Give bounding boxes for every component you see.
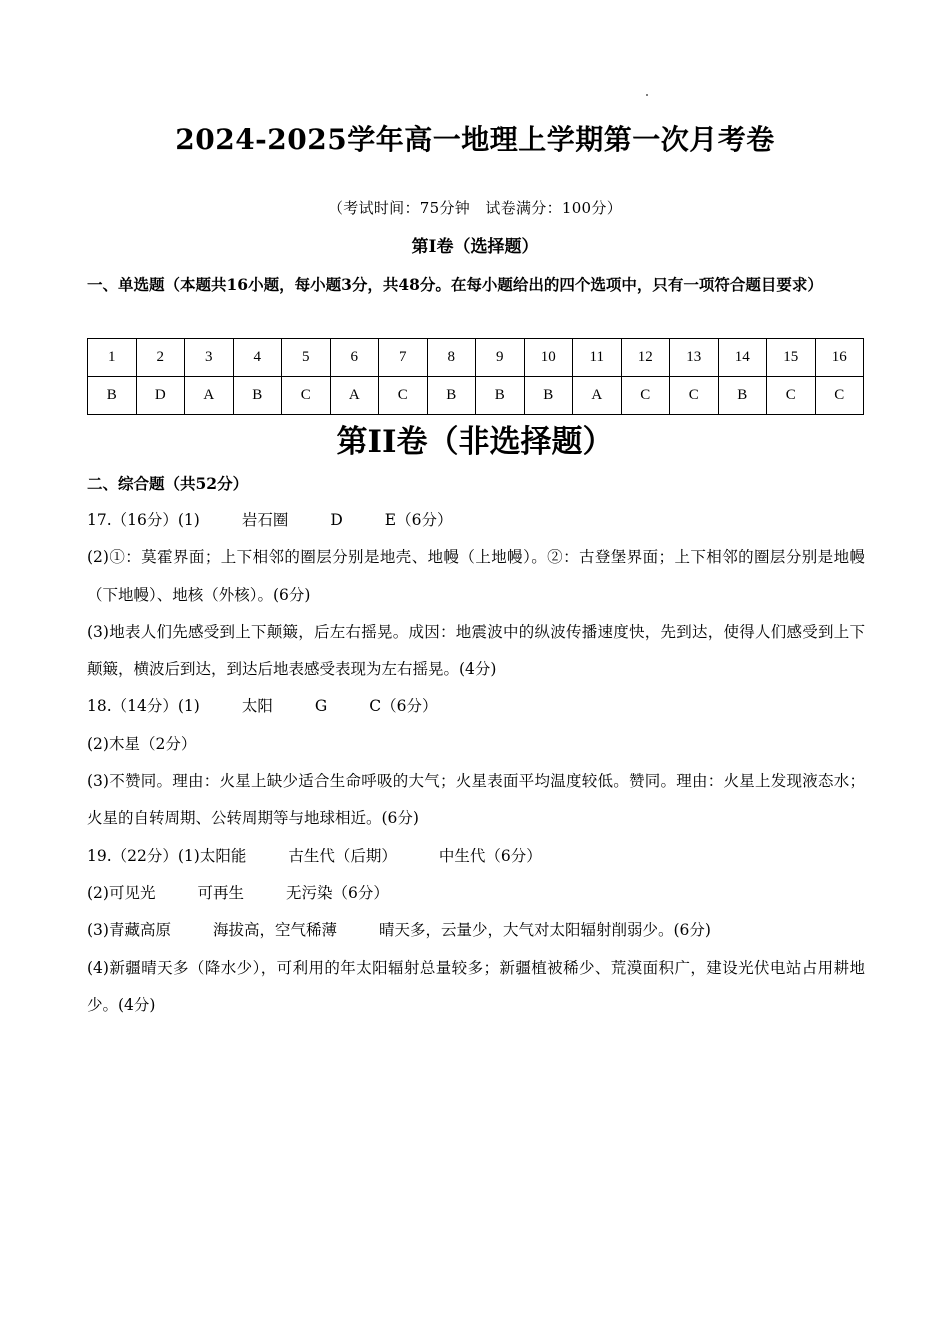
question-number: 1 [88, 339, 137, 377]
q17-answer-c: E（6分） [384, 511, 453, 529]
q17-part1 [87, 502, 865, 539]
question-number: 5 [282, 339, 331, 377]
q19-p2-a: (2)可见光 [87, 883, 156, 902]
answer-cell: B [476, 377, 525, 415]
q19-p3-c: 晴天多，云量少，大气对太阳辐射削弱少。(6分) [378, 921, 711, 940]
q19-p3-a: (3)青藏高原 [87, 921, 171, 940]
answer-cell: C [621, 377, 670, 415]
page-title: 2024-2025学年高一地理上学期第一次月考卷 [175, 123, 775, 156]
answer-cell: A [573, 377, 622, 415]
answer-cell: B [427, 377, 476, 415]
q17-part2: (2)①：莫霍界面；上下相邻的圈层分别是地壳、地幔（上地幔）。②：古登堡界面；上下相邻的圈层分别是地幔（下地幔）、地核（外核）。(6分) [87, 548, 865, 604]
q18-part2: (2)木星（2分） [87, 734, 197, 753]
q19-p2-c: 无污染（6分） [285, 883, 389, 902]
question-number: 6 [330, 339, 379, 377]
question-number: 11 [573, 339, 622, 377]
q19-part2 [87, 875, 865, 912]
q18-answer-c: C（6分） [369, 697, 438, 716]
question-number: 12 [621, 339, 670, 377]
exam-info: （考试时间：75分钟 试卷满分：100分） [327, 199, 623, 217]
answers-body [87, 502, 865, 1024]
q18-part1 [87, 688, 865, 725]
q19-answer-b: 中生代（6分） [438, 846, 542, 865]
question-number: 8 [427, 339, 476, 377]
q17-prefix: 17.（16分）(1) [87, 511, 200, 529]
answer-table-numbers-row [88, 339, 864, 377]
q19-prefix: 19.（22分）(1)太阳能 [87, 846, 247, 865]
answer-cell: B [718, 377, 767, 415]
q19-answer-a: 古生代（后期） [288, 846, 397, 865]
answer-table [87, 338, 864, 415]
section2-heading: 二、综合题（共52分） [87, 474, 249, 493]
question-number: 3 [185, 339, 234, 377]
question-number: 13 [670, 339, 719, 377]
q19-part3 [87, 912, 865, 949]
q17-answer-a: 岩石圈 [241, 511, 289, 529]
answer-cell: C [670, 377, 719, 415]
answer-cell: B [88, 377, 137, 415]
stray-dot [646, 94, 648, 96]
question-number: 10 [524, 339, 573, 377]
answer-cell: C [767, 377, 816, 415]
q19-part4: (4)新疆晴天多（降水少），可利用的年太阳辐射总量较多；新疆植被稀少、荒漠面积广，建设光伏电站占用耕地少。(4分) [87, 958, 865, 1014]
answer-cell: A [185, 377, 234, 415]
q18-answer-b: G [314, 697, 328, 716]
section1-heading: 一、单选题（本题共16小题，每小题3分，共48分。在每小题给出的四个选项中，只有一项符合题目要求） [87, 275, 823, 294]
q19-part1 [87, 838, 865, 875]
question-number: 2 [136, 339, 185, 377]
question-number: 4 [233, 339, 282, 377]
question-number: 16 [815, 339, 864, 377]
q19-p3-b: 海拔高，空气稀薄 [212, 921, 337, 940]
answer-table-answers-row [88, 377, 864, 415]
answer-cell: B [524, 377, 573, 415]
answer-cell: D [136, 377, 185, 415]
question-number: 7 [379, 339, 428, 377]
question-number: 15 [767, 339, 816, 377]
question-number: 9 [476, 339, 525, 377]
q18-part3: (3)不赞同。理由：火星上缺少适合生命呼吸的大气；火星表面平均温度较低。赞同。理由：火星上发现液态水；火星的自转周期、公转周期等与地球相近。(6分) [87, 772, 865, 828]
q17-part3: (3)地表人们先感受到上下颠簸，后左右摇晃。成因：地震波中的纵波传播速度快，先到达，使得人们感受到上下颠簸，横波后到达，到达后地表感受表现为左右摇晃。(4分) [87, 622, 865, 679]
answer-cell: C [815, 377, 864, 415]
answer-cell: A [330, 377, 379, 415]
q18-prefix: 18.（14分）(1) [87, 697, 200, 716]
question-number: 14 [718, 339, 767, 377]
volume2-heading: 第II卷（非选择题） [336, 424, 614, 460]
answer-cell: C [282, 377, 331, 415]
q17-answer-b: D [330, 511, 343, 529]
volume1-heading: 第Ⅰ卷（选择题） [411, 237, 539, 257]
q19-p2-b: 可再生 [197, 883, 244, 902]
q18-answer-a: 太阳 [241, 697, 273, 716]
answer-cell: B [233, 377, 282, 415]
answer-cell: C [379, 377, 428, 415]
